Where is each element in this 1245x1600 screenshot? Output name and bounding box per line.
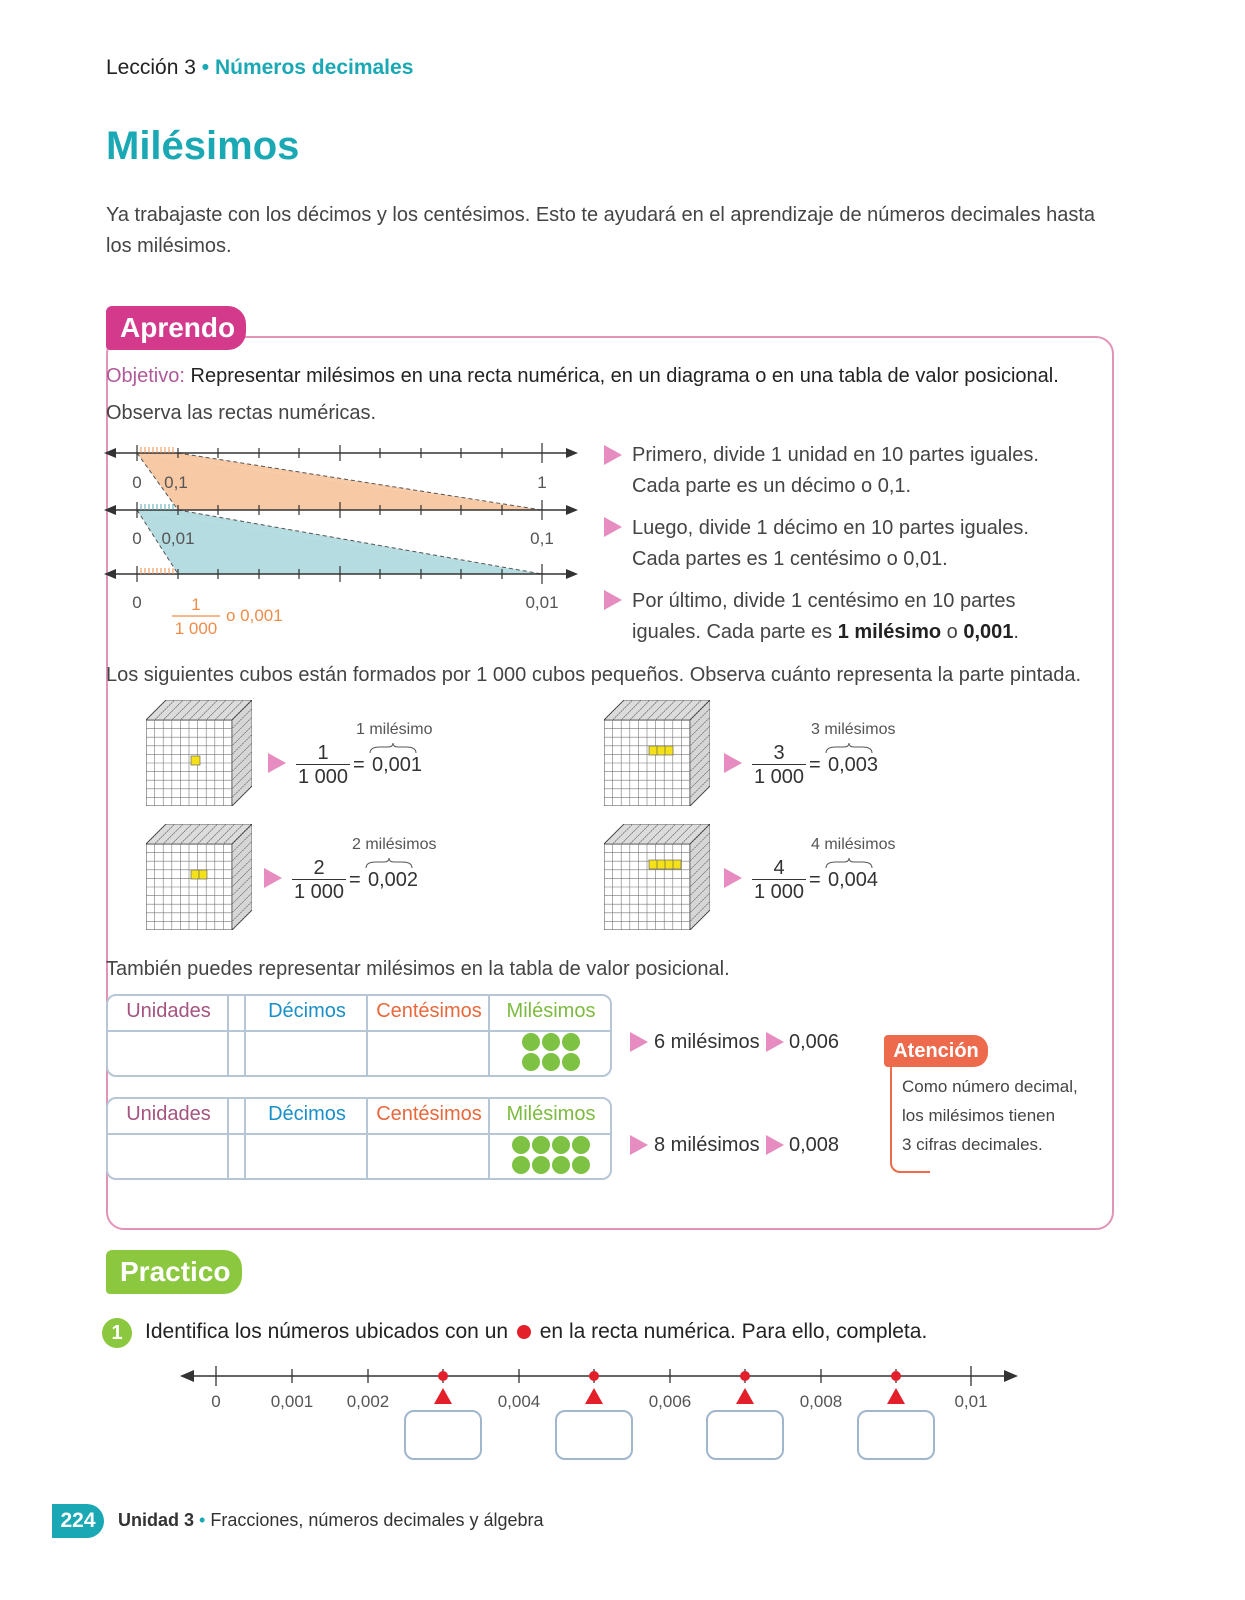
table-1-value: 0,006	[789, 1031, 840, 1053]
bullet-arrow-icon	[268, 753, 286, 773]
header-unidades: Unidades	[126, 1103, 211, 1125]
lesson-topic: Números decimales	[214, 56, 414, 79]
bullet-2	[632, 513, 1072, 575]
brace-icon	[364, 857, 414, 869]
bullet-1	[632, 440, 1072, 502]
bullet-arrow-icon	[724, 753, 742, 773]
objective-label: Objetivo:	[106, 365, 185, 387]
line3-end-label: 0,01	[525, 593, 559, 612]
lesson-separator: •	[201, 56, 210, 79]
red-dot-marker	[891, 1371, 901, 1381]
tick-label: 0,002	[346, 1392, 390, 1411]
cube-1-fraction	[296, 742, 350, 789]
place-value-table-1	[106, 994, 612, 1077]
line2-zero-label: 0	[132, 529, 142, 548]
cube-2-icon	[146, 824, 252, 930]
answer-box-4[interactable]	[857, 1410, 935, 1460]
atencion-line-1: Como número decimal,	[902, 1077, 1078, 1096]
table-2-value: 0,008	[789, 1134, 840, 1156]
tick-label: 0,01	[954, 1392, 988, 1411]
tick-label: 0	[211, 1392, 221, 1411]
line3-frac-den: 1 000	[174, 619, 218, 638]
red-dot-marker	[438, 1371, 448, 1381]
table-1-label: 6 milésimos	[654, 1031, 760, 1053]
cube-3-equals: =	[809, 754, 821, 776]
counter-dot	[512, 1136, 530, 1154]
footer-unit-title: Fracciones, números decimales y álgebra	[210, 1510, 544, 1530]
pointer-icon	[434, 1388, 452, 1404]
counter-dot	[542, 1033, 560, 1051]
line2-end-label: 0,1	[530, 529, 554, 548]
bullet-1-line2: Cada parte es un décimo o 0,1.	[632, 475, 912, 497]
cube-2-caption: 2 milésimos	[352, 836, 437, 853]
tick-label: 0,004	[497, 1392, 541, 1411]
bullet-arrow-icon	[630, 1135, 648, 1155]
header-centesimos: Centésimos	[376, 1000, 482, 1022]
cube-2-equals: =	[349, 869, 361, 891]
lesson-header	[106, 56, 413, 80]
number-lines-diagram	[100, 436, 590, 646]
pointer-icon	[887, 1388, 905, 1404]
cube-4-equals: =	[809, 869, 821, 891]
bullet-arrow-icon	[604, 590, 622, 610]
bullet-2-line2: Cada partes es 1 centésimo o 0,01.	[632, 548, 948, 570]
bullet-3-line2-pre: iguales. Cada parte es	[632, 621, 838, 643]
red-dot-icon	[517, 1325, 531, 1339]
table-2-label: 8 milésimos	[654, 1134, 760, 1156]
cube-4-icon	[604, 824, 710, 930]
answer-box-3[interactable]	[706, 1410, 784, 1460]
red-dot-marker	[740, 1371, 750, 1381]
line2-tick-label: 0,01	[161, 529, 195, 548]
brace-icon	[824, 857, 874, 869]
cube-3-caption: 3 milésimos	[811, 721, 896, 738]
cube-3-value: 0,003	[828, 754, 879, 776]
counter-dot	[512, 1156, 530, 1174]
pointer-icon	[585, 1388, 603, 1404]
intro-paragraph: Ya trabajaste con los décimos y los centésimos. Esto te ayudará en el aprendizaje de números decimales hasta los milésimos.	[106, 204, 1096, 257]
counter-dot	[522, 1053, 540, 1071]
bullet-arrow-icon	[630, 1032, 648, 1052]
bullet-2-line1: Luego, divide 1 décimo en 10 partes iguales.	[632, 517, 1029, 539]
header-centesimos: Centésimos	[376, 1103, 482, 1125]
pointer-icon	[736, 1388, 754, 1404]
counter-dot	[572, 1136, 590, 1154]
line3-frac-num: 1	[191, 595, 201, 614]
counter-dot	[532, 1156, 550, 1174]
line1-zero-label: 0	[132, 473, 142, 492]
bullet-arrow-icon	[604, 517, 622, 537]
line1-end-label: 1	[537, 473, 547, 492]
tick-label: 0,001	[270, 1392, 314, 1411]
answer-box-1[interactable]	[404, 1410, 482, 1460]
bullet-arrow-icon	[604, 445, 622, 465]
objective-text: Representar milésimos en una recta numérica, en un diagrama o en una tabla de valor posicional.	[190, 365, 1059, 387]
question-number: 1	[102, 1318, 132, 1348]
counter-dot	[552, 1156, 570, 1174]
cube-1-value: 0,001	[372, 754, 423, 776]
header-milesimos: Milésimos	[506, 1000, 596, 1022]
cube-1-num: 1	[296, 742, 350, 765]
cube-4-fraction	[752, 857, 806, 904]
cube-4-num: 4	[752, 857, 806, 880]
bullet-3-bold-1: 1 milésimo	[837, 621, 942, 643]
cube-4-caption: 4 milésimos	[811, 836, 896, 853]
cube-3-fraction	[752, 742, 806, 789]
counter-dot	[562, 1053, 580, 1071]
bullet-3	[632, 586, 1072, 648]
bullet-arrow-icon	[724, 868, 742, 888]
question-1-text	[145, 1320, 927, 1344]
bullet-arrow-icon	[264, 868, 282, 888]
bullet-3-bold-2: 0,001	[963, 621, 1014, 643]
cube-3-num: 3	[752, 742, 806, 765]
counter-dot	[532, 1136, 550, 1154]
line3-decimal-label: o 0,001	[226, 606, 283, 625]
footer-unit: Unidad 3	[118, 1510, 195, 1530]
atencion-text	[902, 1072, 1082, 1159]
counter-dot	[542, 1053, 560, 1071]
cube-1-den: 1 000	[297, 766, 349, 788]
brace-icon	[368, 742, 418, 754]
red-dot-marker	[589, 1371, 599, 1381]
cube-1-icon	[146, 700, 252, 806]
tick-label: 0,006	[648, 1392, 692, 1411]
cube-2-fraction	[292, 857, 346, 904]
brace-icon	[824, 742, 874, 754]
header-unidades: Unidades	[126, 1000, 211, 1022]
atencion-line-2: los milésimos tienen	[902, 1106, 1056, 1125]
counter-dot	[562, 1033, 580, 1051]
header-milesimos: Milésimos	[506, 1103, 596, 1125]
objective	[106, 365, 1059, 388]
line3-zero-label: 0	[132, 593, 142, 612]
cube-3-icon	[604, 700, 710, 806]
line1-tick-label: 0,1	[164, 473, 188, 492]
cube-2-num: 2	[292, 857, 346, 880]
bullet-3-post: .	[1013, 621, 1019, 643]
question-1-text-post: en la recta numérica. Para ello, completa.	[539, 1320, 928, 1343]
cube-3-den: 1 000	[753, 766, 805, 788]
cubes-intro: Los siguientes cubos están formados por 1 000 cubos pequeños. Observa cuánto representa la parte pintada.	[106, 664, 1082, 686]
footer-text	[118, 1510, 544, 1531]
page-title: Milésimos	[106, 124, 300, 168]
place-value-table-2	[106, 1097, 612, 1180]
bullet-3-line1: Por último, divide 1 centésimo en 10 partes	[632, 590, 1016, 612]
counter-dot	[572, 1156, 590, 1174]
aprendo-label: Aprendo	[106, 306, 246, 350]
counter-dot	[522, 1033, 540, 1051]
bullet-arrow-icon	[766, 1135, 784, 1155]
cube-2-den: 1 000	[293, 881, 345, 903]
bullet-1-line1: Primero, divide 1 unidad en 10 partes iguales.	[632, 444, 1039, 466]
header-decimos: Décimos	[268, 1000, 346, 1022]
footer-separator: •	[199, 1510, 206, 1530]
cube-1-caption: 1 milésimo	[356, 721, 433, 738]
practico-label: Practico	[106, 1250, 242, 1294]
answer-box-2[interactable]	[555, 1410, 633, 1460]
observe-instruction: Observa las rectas numéricas.	[106, 402, 377, 424]
question-1-text-pre: Identifica los números ubicados con un	[145, 1320, 509, 1343]
cube-1-equals: =	[353, 754, 365, 776]
cube-4-den: 1 000	[753, 881, 805, 903]
atencion-line-3: 3 cifras decimales.	[902, 1135, 1043, 1154]
counter-dot	[552, 1136, 570, 1154]
page-number: 224	[52, 1504, 104, 1538]
table-intro: También puedes representar milésimos en la tabla de valor posicional.	[106, 958, 730, 980]
cube-4-value: 0,004	[828, 869, 879, 891]
atencion-label: Atención	[884, 1035, 988, 1067]
header-decimos: Décimos	[268, 1103, 346, 1125]
bullet-arrow-icon	[766, 1032, 784, 1052]
tick-label: 0,008	[799, 1392, 843, 1411]
lesson-number: Lección 3	[106, 56, 196, 79]
bullet-3-mid: o	[941, 621, 964, 643]
cube-2-value: 0,002	[368, 869, 419, 891]
